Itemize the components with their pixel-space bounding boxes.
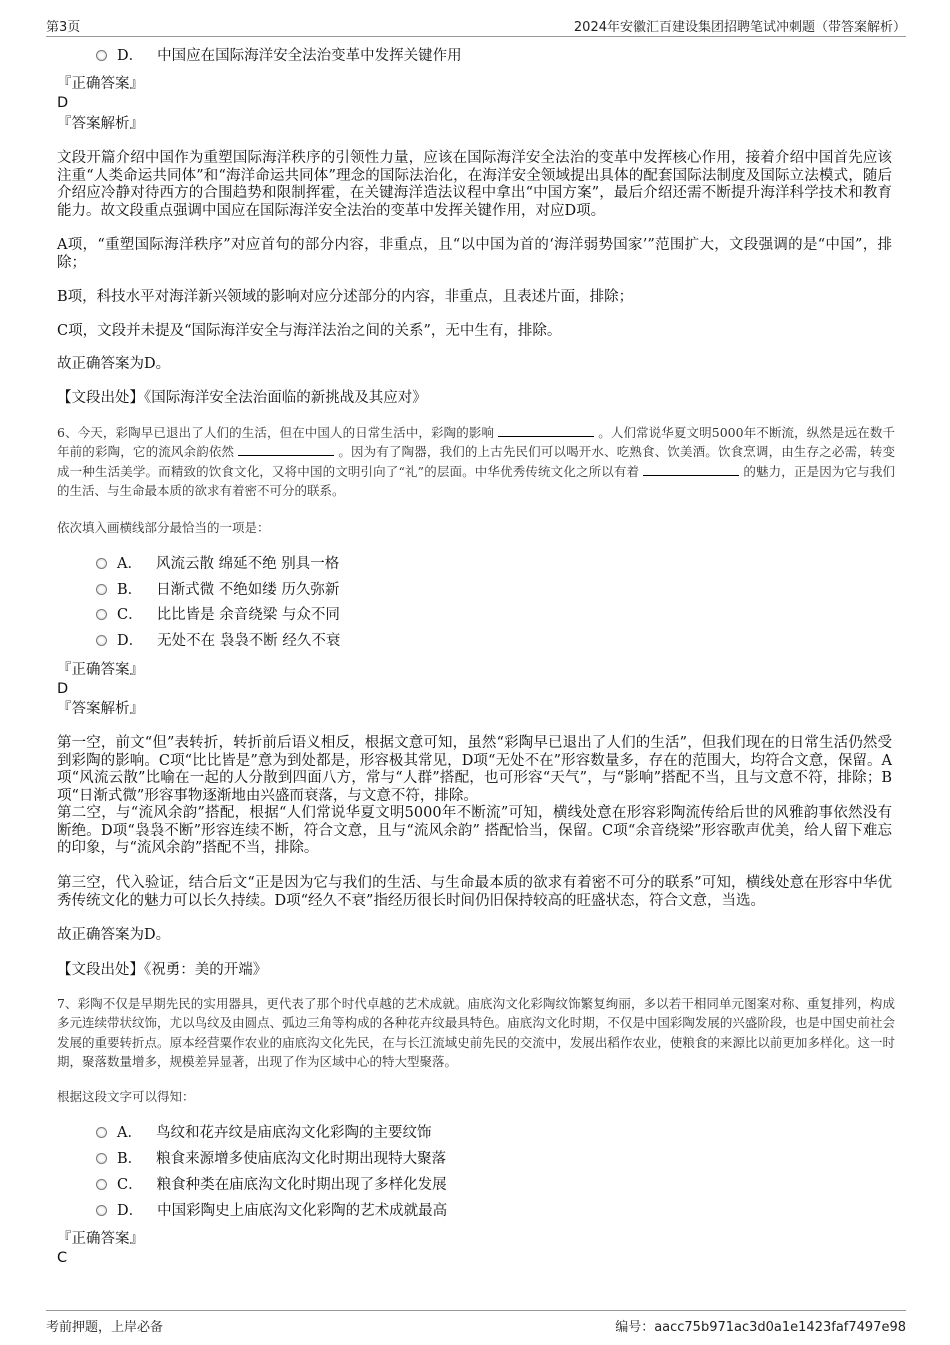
footer-slogan: 考前押题，上岸必备: [46, 1320, 164, 1335]
q7-prompt: 根据这段文字可以得知：: [57, 1089, 195, 1104]
q5-option-d[interactable]: D． 中国应在国际海洋安全法治变革中发挥关键作用: [96, 46, 462, 66]
q7-question-text: 7、彩陶不仅是早期先民的实用器具，更代表了那个时代卓越的艺术成就。庙底沟文化彩陶纹饰繁复绚丽，多以若干相同单元图案对称、重复排列，构成多元连续带状纹饰，尤以鸟纹及由圆点、弧边三角等构成的各种花卉纹最具特色。庙底沟文化时期，不仅是中国彩陶发展的兴盛阶段，也是中国史前社会发展的重要转折点。原本经营粟作农业的庙底沟文化先民，在与长江流域史前先民的交流中，发展出稻作农业，使粮食的来源比以前更加多样化。这一时期，聚落数量增多，规模差异显著，出现了作为区域中心的特大型聚落。: [57, 996, 895, 1069]
radio-icon[interactable]: [96, 1205, 107, 1216]
q6-analysis-label: 『答案解析』: [57, 701, 144, 717]
document-title: 2024年安徽汇百建设集团招聘笔试冲刺题（带答案解析）: [573, 20, 906, 35]
q5-analysis-para-1: 文段开篇介绍中国作为重塑国际海洋秩序的引领性力量，应该在国际海洋安全法治的变革中发挥核心作用，接着介绍中国首先应该注重“人类命运共同体”和“海洋命运共同体”理念的国际法治化，在海洋安全领域提出具体的配套国际法制度及国际立法模式，随后介绍应冷静对待西方的合围趋势和限制挥霍，在关键海洋造法议程中拿出“中国方案”，最后介绍还需不断提升海洋科学技术和教育能力。故文段重点强调中国应在国际海洋安全法治的变革中发挥关键作用，对应D项。: [57, 150, 892, 219]
radio-icon[interactable]: [96, 609, 107, 620]
page-header: [46, 14, 906, 37]
q7-option-a[interactable]: A． 鸟纹和花卉纹是庙底沟文化彩陶的主要纹饰: [96, 1123, 431, 1143]
q6-answer-label: 『正确答案』: [57, 662, 144, 678]
q7-option-b[interactable]: B． 粮食来源增多使庙底沟文化时期出现特大聚落: [96, 1149, 446, 1169]
q6-prompt: 依次填入画横线部分最恰当的一项是：: [57, 520, 270, 535]
q6-source: 【文段出处】《祝勇：美的开端》: [57, 962, 268, 978]
blank-1: [498, 424, 594, 437]
q7-option-d[interactable]: D． 中国彩陶史上庙底沟文化彩陶的艺术成就最高: [96, 1201, 447, 1221]
q5-answer-label: 『正确答案』: [57, 76, 144, 92]
radio-icon[interactable]: [96, 1179, 107, 1190]
blank-2: [238, 443, 334, 456]
radio-icon[interactable]: [96, 584, 107, 595]
q6-option-c[interactable]: C． 比比皆是 余音绕梁 与众不同: [96, 605, 340, 625]
q5-analysis-para-2: A项，“重塑国际海洋秩序”对应首句的部分内容，非重点，且“以中国为首的‘海洋弱势国家’”范围扩大，文段强调的是“中国”，排除；: [57, 237, 892, 271]
q5-analysis-para-4: C项，文段并未提及“国际海洋安全与海洋法治之间的关系”，无中生有，排除。: [57, 323, 562, 339]
q5-analysis-label: 『答案解析』: [57, 116, 144, 132]
q6-question-text: 6、今天，彩陶早已退出了人们的生活，但在中国人的日常生活中，彩陶的影响 。人们常说华夏文明5000年不断流，纵然是远在数千年前的彩陶，它的流风余韵依然 。因为有了陶器，我们的上古先民们可以喝开水、吃熟食、饮美酒。饮食烹调，由生存之必需，转变成一种生活美学。而精致的饮食文化，又将中国的文明引向了“礼”的层面。中华优秀传统文化之所以有着 的魅力，正是因为它与我们的生活、与生命最本质的欲求有着密不可分的联系。: [57, 425, 895, 498]
q5-answer: D: [57, 95, 69, 111]
q6-analysis-para-1: 第一空，前文“但”表转折，转折前后语义相反，根据文意可知，虽然“彩陶早已退出了人们的生活”，但我们现在的日常生活仍然受到彩陶的影响。C项“比比皆是”意为到处都是，形容极其常见，D项“无处不在”形容数量多，存在的范围大，均符合文意，保留。A项“风流云散”比喻在一起的人分散到四面八方，常与“人群”搭配，也可形容“天气”，与“影响”搭配不当，且与文意不符，排除；B项“日渐式微”形容事物逐渐地由兴盛而衰落，与文意不符，排除。: [57, 735, 892, 804]
radio-icon[interactable]: [96, 635, 107, 646]
radio-icon[interactable]: [96, 558, 107, 569]
q6-analysis-para-3: 第三空，代入验证，结合后文“正是因为它与我们的生活、与生命最本质的欲求有着密不可分的联系”可知，横线处意在形容中华优秀传统文化的魅力可以长久持续。D项“经久不衰”指经历很长时间仍旧保持较高的旺盛状态，符合文意，当选。: [57, 875, 892, 909]
q6-option-d[interactable]: D． 无处不在 袅袅不断 经久不衰: [96, 631, 340, 651]
q6-analysis-para-4: 故正确答案为D。: [57, 927, 171, 943]
q6-option-a[interactable]: A． 风流云散 绵延不绝 别具一格: [96, 554, 339, 574]
q7-answer-label: 『正确答案』: [57, 1231, 144, 1247]
q6-answer: D: [57, 681, 69, 697]
radio-icon[interactable]: [96, 50, 107, 61]
radio-icon[interactable]: [96, 1127, 107, 1138]
q6-analysis-para-2: 第二空，与“流风余韵”搭配，根据“人们常说华夏文明5000年不断流”可知，横线处意在形容彩陶流传给后世的风雅韵事依然没有断绝。D项“袅袅不断”形容连续不断，符合文意，且与“流风余韵” 搭配恰当，保留。C项“余音绕梁”形容歌声优美，给人留下难忘的印象，与“流风余韵”搭配不当，排除。: [57, 805, 892, 856]
q5-analysis-para-3: B项，科技水平对海洋新兴领域的影响对应分述部分的内容，非重点，且表述片面，排除；: [57, 289, 634, 305]
radio-icon[interactable]: [96, 1153, 107, 1164]
page-number: 第3页: [46, 20, 81, 35]
q6-option-b[interactable]: B． 日渐式微 不绝如缕 历久弥新: [96, 580, 339, 600]
document-id: 编号：aacc75b971ac3d0a1e1423faf7497e98: [615, 1320, 906, 1335]
q5-source: 【文段出处】《国际海洋安全法治面临的新挑战及其应对》: [57, 390, 427, 406]
blank-3: [643, 463, 739, 476]
q5-analysis-para-5: 故正确答案为D。: [57, 356, 171, 372]
q7-answer: C: [57, 1250, 68, 1266]
q7-option-c[interactable]: C． 粮食种类在庙底沟文化时期出现了多样化发展: [96, 1175, 447, 1195]
page-footer: [46, 1310, 906, 1335]
